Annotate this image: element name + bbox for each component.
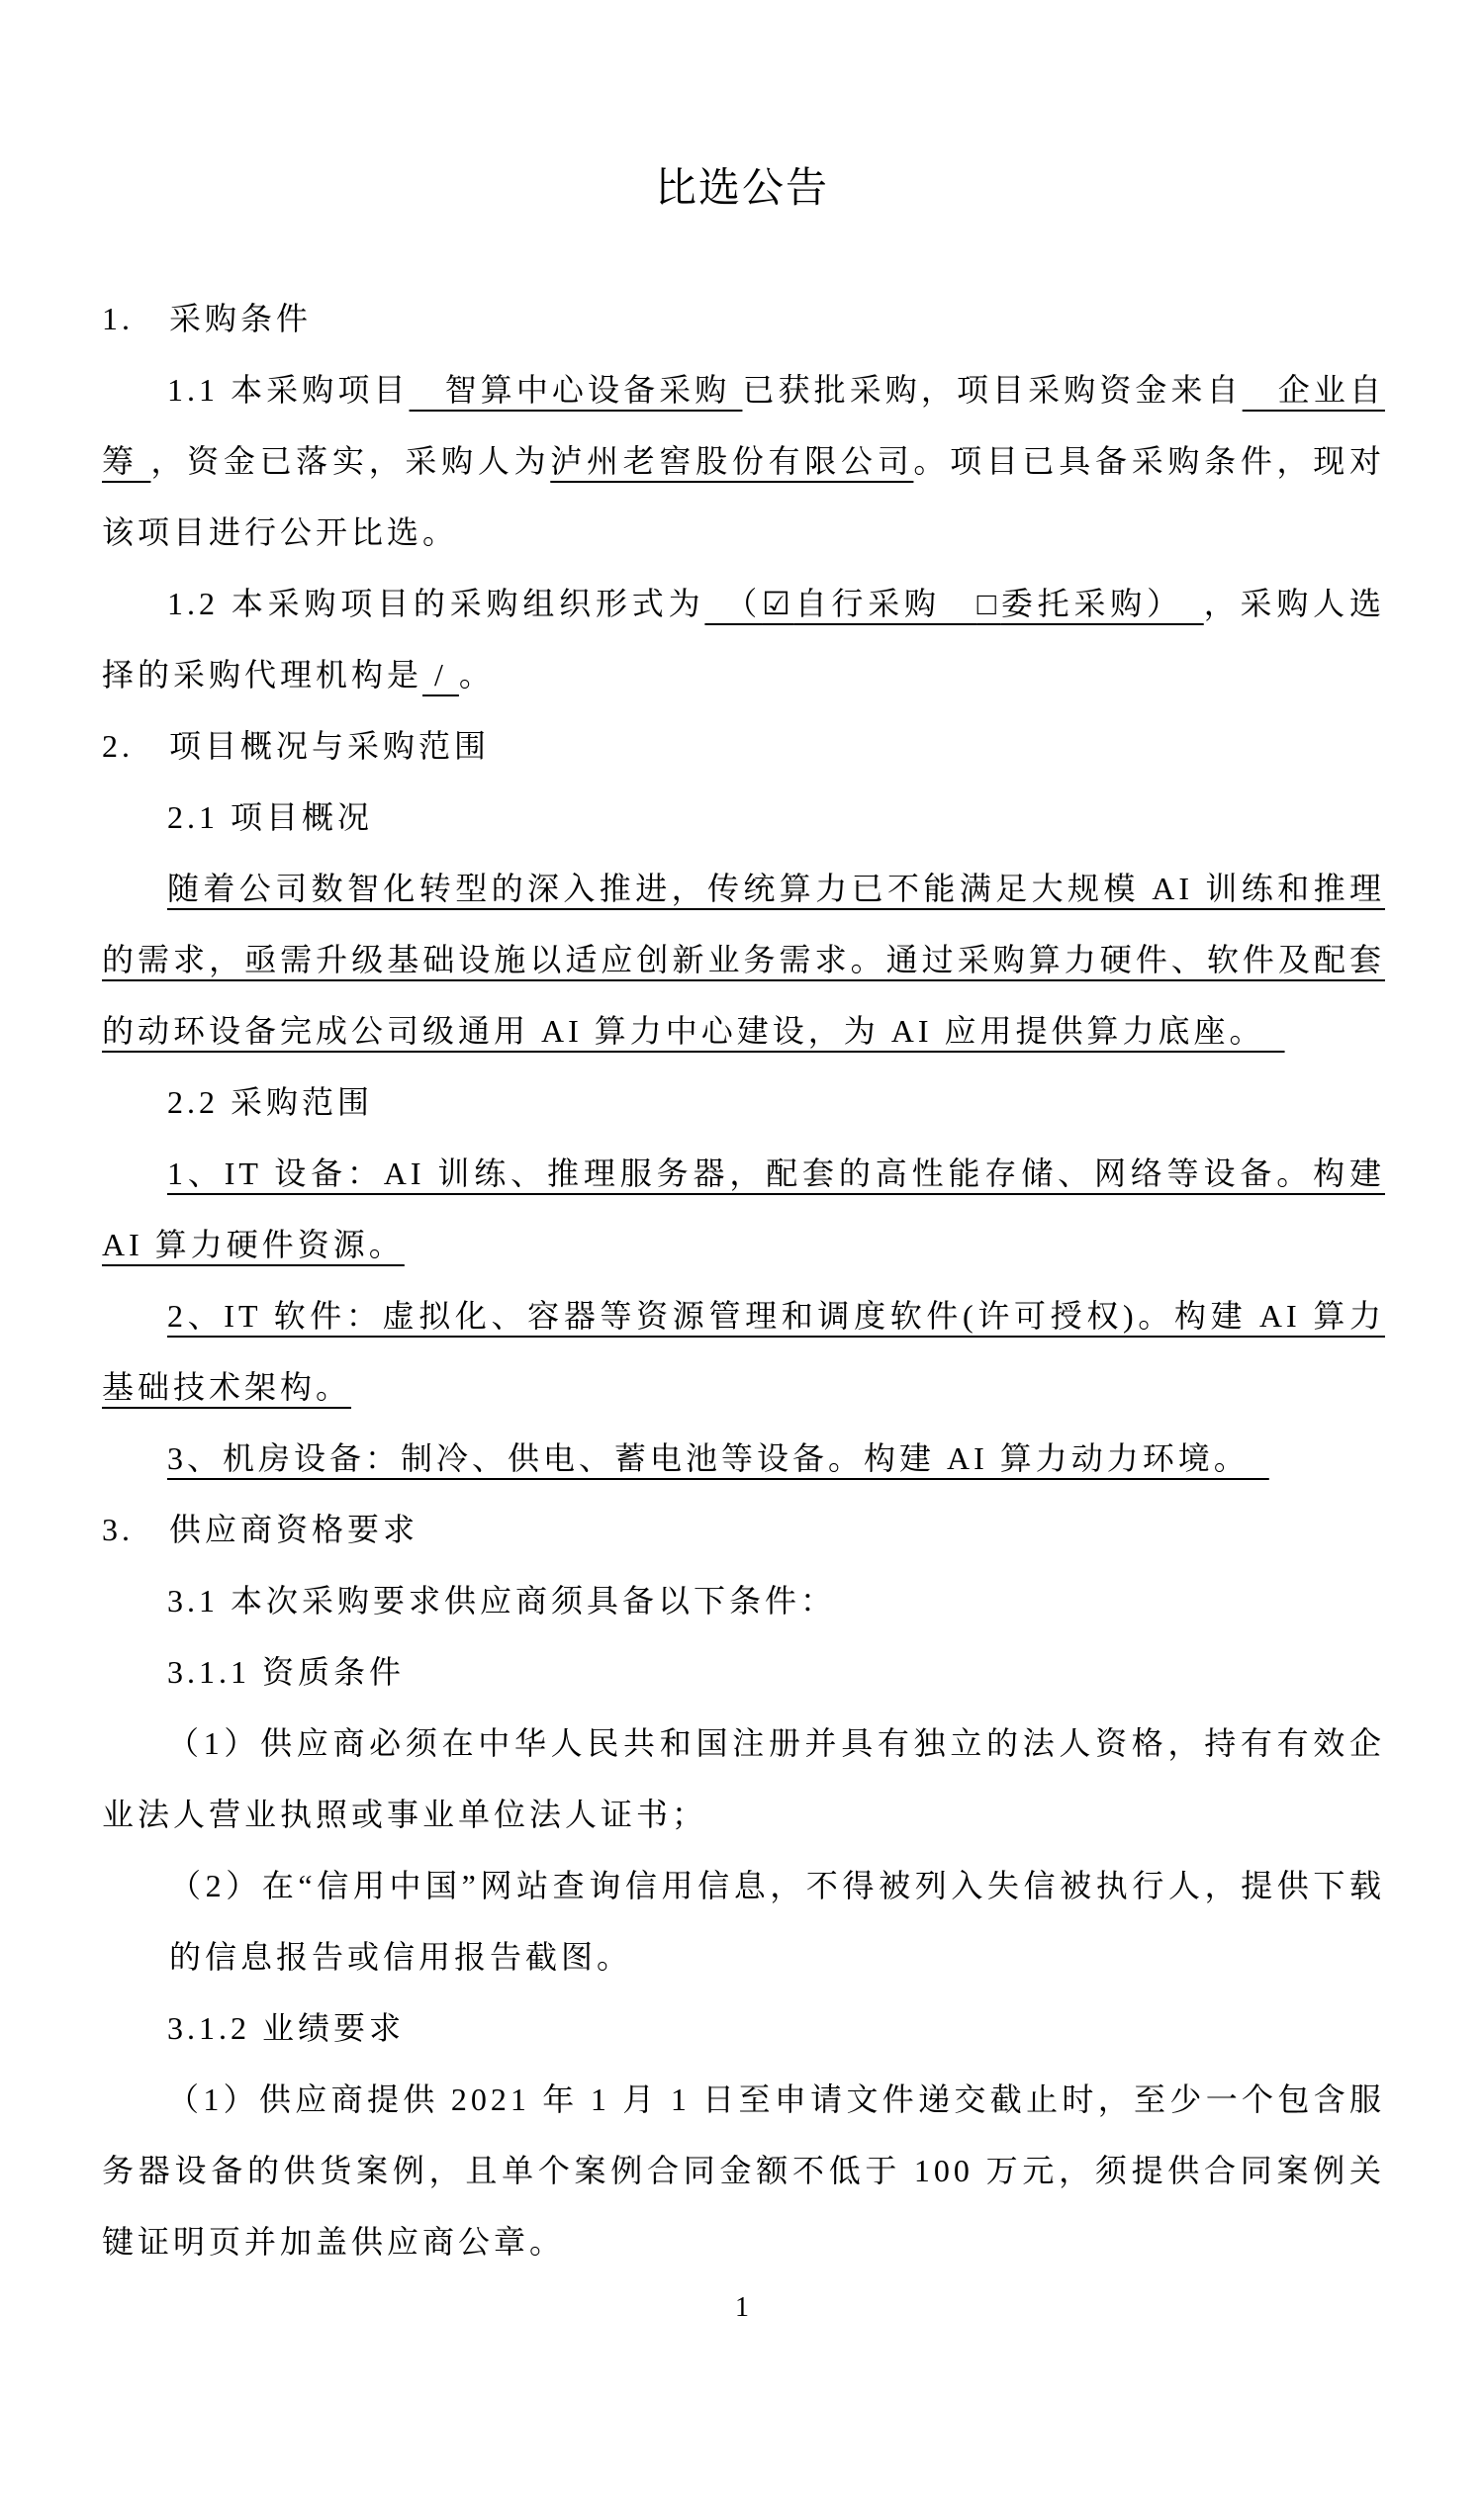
filled-blank-fund-source: 企业自筹 — [102, 372, 1385, 479]
clause-1-2 — [102, 568, 1385, 710]
underlined-text: 2、IT 软件：虚拟化、容器等资源管理和调度软件(许可授权)。构建 AI 算力基础技术架构。 — [102, 1298, 1385, 1405]
section-3-heading — [102, 1494, 1385, 1565]
scope-item-3 — [102, 1423, 1385, 1494]
heading-text: 1. 采购条件 — [102, 301, 313, 336]
qualification-item-2 — [102, 1850, 1385, 1992]
text-segment: 。 — [458, 657, 495, 693]
option-entrusted-procurement-label: 委托采购） — [1000, 586, 1204, 621]
underlined-text: 3、机房设备：制冷、供电、蓄电池等设备。构建 AI 算力动力环境。 — [167, 1440, 1269, 1476]
text-segment: 。项目已具备采购条件，现对该项目进行公开比选。 — [102, 443, 1385, 550]
checkbox-unchecked-icon: □ — [976, 586, 1001, 621]
text-segment: （1）供应商提供 2021 年 1 月 1 日至申请文件递交截止时，至少一个包含服务器设备的供货案例，且单个案例合同金额不低于 100 万元，须提供合同案例关键证明页并加盖供应商公章。 — [102, 2081, 1385, 2260]
heading-text: 3.1.1 资质条件 — [167, 1654, 406, 1690]
section-1-heading — [102, 283, 1385, 354]
clause-2-1-body — [102, 853, 1385, 1066]
clause-3-1 — [102, 1565, 1385, 1636]
text-segment: 已获批采购，项目采购资金来自 — [742, 372, 1243, 408]
scope-item-2 — [102, 1280, 1385, 1423]
heading-text: 2.1 项目概况 — [167, 799, 374, 835]
clause-2-2-heading — [102, 1066, 1385, 1138]
text-segment: 1.1 本采购项目 — [167, 372, 410, 408]
qualification-item-1 — [102, 1708, 1385, 1850]
document-body — [102, 283, 1385, 2277]
page-number: 1 — [735, 2292, 749, 2323]
clause-1-1 — [102, 354, 1385, 568]
text-segment: （2）在“信用中国”网站查询信用信息，不得被列入失信被执行人，提供下载的信息报告或信用报告截图。 — [169, 1868, 1385, 1975]
filled-blank-purchaser: 泸州老窖股份有限公司 — [550, 443, 914, 479]
clause-2-1-heading — [102, 782, 1385, 853]
document-title: 比选公告 — [654, 166, 829, 212]
text-segment: 3.1 本次采购要求供应商须具备以下条件： — [167, 1583, 837, 1618]
text-segment: （1）供应商必须在中华人民共和国注册并具有独立的法人资格，持有有效企业法人营业执照或事业单位法人证书； — [102, 1725, 1385, 1832]
heading-text: 2.2 采购范围 — [167, 1084, 374, 1120]
heading-text: 2. 项目概况与采购范围 — [102, 728, 491, 764]
clause-3-1-1-heading — [102, 1636, 1385, 1708]
checkbox-checked-icon: ☑ — [762, 586, 794, 621]
filled-blank-agency: / — [422, 657, 459, 693]
clause-3-1-2-heading — [102, 1992, 1385, 2064]
option-self-procurement-label: 自行采购 — [793, 586, 977, 621]
text-segment: ，采购人选择的采购代理机构是 — [102, 586, 1385, 693]
heading-text: 3.1.2 业绩要求 — [167, 2010, 406, 2046]
text-segment: ，资金已落实，采购人为 — [150, 443, 551, 479]
underlined-text: 1、IT 设备：AI 训练、推理服务器，配套的高性能存储、网络等设备。构建 AI 算力硬件资源。 — [102, 1156, 1385, 1262]
heading-text: 3. 供应商资格要求 — [102, 1512, 419, 1547]
section-2-heading — [102, 710, 1385, 782]
text-segment: 1.2 本采购项目的采购组织形式为 — [167, 586, 705, 621]
filled-blank-project-name: 智算中心设备采购 — [409, 372, 743, 408]
scope-item-1 — [102, 1138, 1385, 1280]
filled-blank-open-paren: （ — [704, 586, 763, 621]
underlined-text: 随着公司数智化转型的深入推进，传统算力已不能满足大规模 AI 训练和推理的需求，亟需升级基础设施以适应创新业务需求。通过采购算力硬件、软件及配套的动环设备完成公司级通用 AI 算力中心建设，为 AI 应用提供算力底座。 — [102, 871, 1385, 1049]
performance-item-1 — [102, 2064, 1385, 2277]
